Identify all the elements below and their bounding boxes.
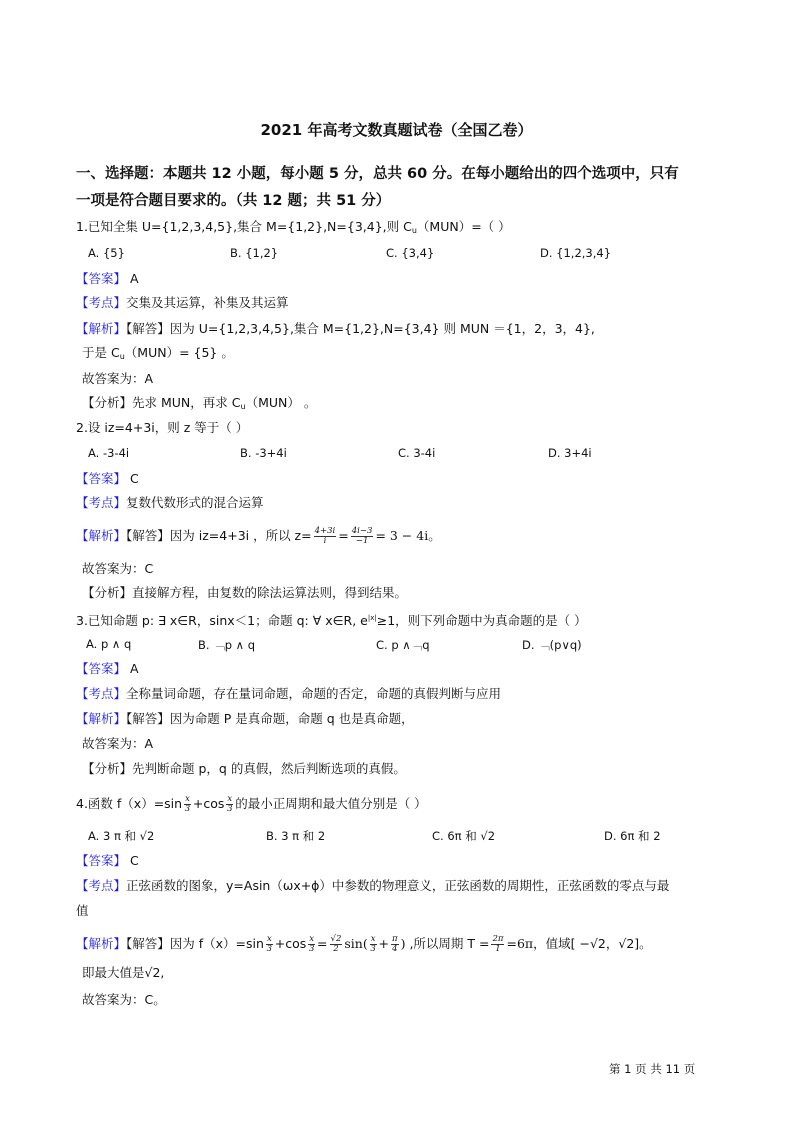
q3-answer: 【答案】 A bbox=[76, 661, 139, 676]
q3-option-c: C. p ∧﹁q bbox=[376, 638, 430, 652]
q4-option-b: B. 3 π 和 2 bbox=[266, 829, 326, 843]
q3-point: 【考点】全称量词命题，存在量词命题，命题的否定，命题的真假判断与应用 bbox=[76, 686, 502, 701]
q2-point: 【考点】复数代数形式的混合运算 bbox=[76, 495, 264, 510]
q4-point: 【考点】正弦函数的图象，y=Asin（ωx+ϕ）中参数的物理意义，正弦函数的周期性，正弦函数的零点与最 bbox=[76, 878, 670, 893]
q3-final: 故答案为：A bbox=[82, 736, 154, 751]
q1-fenxi: 【分析】先求 MUN，再求 $C_u(MUN)$ 。 bbox=[82, 395, 317, 411]
q1-option-b: B. {1,2} bbox=[230, 246, 279, 260]
q1-option-a: A. {5} bbox=[88, 246, 125, 260]
q3-analysis: 【解析】【解答】因为命题 P 是真命题，命题 q 也是真命题， bbox=[76, 711, 414, 726]
q2-final: 故答案为：C bbox=[82, 561, 154, 576]
q3-option-b: B. ﹁p ∧ q bbox=[198, 638, 256, 652]
q1-stem: 1.已知全集 U={1,2,3,4,5},集合 M={1,2},N={3,4},则 $C_u(MUN)=$（ ） bbox=[76, 219, 511, 235]
q2-option-c: C. 3-4i bbox=[398, 446, 436, 460]
q1-analysis-line2: 于是 $C_u(MUN)= \{5\}$ 。 bbox=[82, 345, 234, 361]
page-footer: 第 1 页 共 11 页 bbox=[609, 1062, 696, 1076]
q2-stem: 2.设 iz=4+3i，则 z 等于（ ） bbox=[76, 420, 249, 435]
section-heading-line1: 一、选择题：本题共 12 小题，每小题 5 分，总共 60 分。在每小题给出的四个选项中，只有 bbox=[76, 166, 679, 182]
q2-option-a: A. -3-4i bbox=[88, 446, 130, 460]
q1-analysis: 【解析】【解答】因为 U={1,2,3,4,5},集合 M={1,2},N={3,4} 则 MUN ＝{1，2，3，4}, bbox=[76, 321, 595, 336]
q2-fenxi: 【分析】直接解方程，由复数的除法运算法则，得到结果。 bbox=[82, 585, 408, 600]
q1-answer: 【答案】 A bbox=[76, 271, 139, 286]
q4-point-line2: 值 bbox=[76, 903, 89, 918]
q2-option-d: D. 3+4i bbox=[548, 446, 592, 460]
q4-final: 故答案为：C。 bbox=[82, 992, 166, 1007]
q4-option-d: D. 6π 和 2 bbox=[604, 829, 661, 843]
q4-option-c: C. 6π 和 √2 bbox=[432, 829, 496, 843]
q3-option-a: A. p ∧ q bbox=[86, 637, 132, 651]
q1-point: 【考点】交集及其运算，补集及其运算 bbox=[76, 295, 289, 310]
q3-option-d: D. ﹁(p∨q) bbox=[522, 638, 582, 652]
q4-max: 即最大值是√2, bbox=[82, 965, 165, 980]
page-title: 2021 年高考文数真题试卷（全国乙卷） bbox=[260, 121, 533, 139]
q4-option-a: A. 3 π 和 √2 bbox=[88, 829, 155, 843]
q4-stem: 4.函数 f（x）=sin $\frac{x}{3}$ +cos $\frac{x}{3}$ 的最小正周期和最大值分别是（ ） bbox=[76, 794, 427, 814]
q3-stem: 3.已知命题 p: ∃ x∈R，sinx＜1；命题 q: ∀ x∈R, $e^{|x|}\ge 1$，则下列命题中为真命题的是（ ） bbox=[76, 613, 587, 628]
q4-answer: 【答案】 C bbox=[76, 853, 139, 868]
q2-option-b: B. -3+4i bbox=[240, 446, 287, 460]
q1-final: 故答案为：A bbox=[82, 371, 154, 386]
q1-option-d: D. {1,2,3,4} bbox=[540, 246, 612, 260]
q4-analysis: 【解析】【解答】因为 f（x）=sin $\frac{x}{3}$ +cos $\frac{x}{3}$ = $\frac{√2}{2}$ sin( $\frac{x}{3}$ + $\frac{\pi}{4}$ ) ,所以周期 T = $\frac{2\pi}{1}$ =6π，值域[ −√2，√2]。 bbox=[76, 934, 652, 954]
q3-fenxi: 【分析】先判断命题 p，q 的真假，然后判断选项的真假。 bbox=[82, 761, 406, 776]
q1-option-c: C. {3,4} bbox=[386, 246, 435, 260]
q2-answer: 【答案】 C bbox=[76, 471, 139, 486]
section-heading-line2: 一项是符合题目要求的。（共 12 题；共 51 分） bbox=[76, 193, 391, 209]
q2-analysis: 【解析】【解答】因为 iz=4+3i ，所以 z= $\frac{4+3i}{i}$ = $\frac{4i-3}{-1}$ = 3 − 4i。 bbox=[76, 526, 441, 546]
